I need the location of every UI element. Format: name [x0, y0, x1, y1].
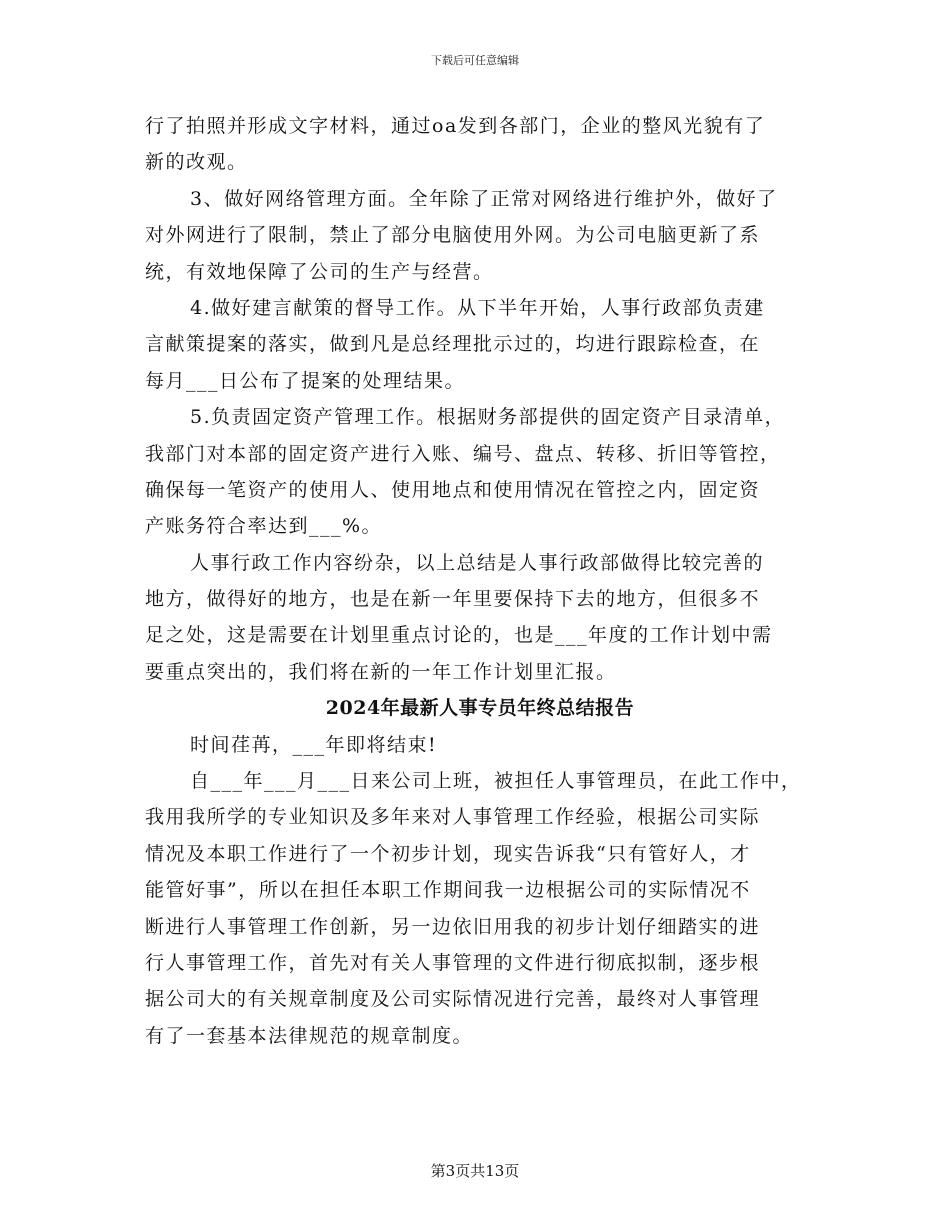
body-line: 对外网进行了限制，禁止了部分电脑使用外网。为公司电脑更新了系 [145, 224, 761, 247]
paragraph-start: 人事行政工作内容纷杂，以上总结是人事行政部做得比较完善的 [190, 551, 765, 574]
body-line: 地方，做得好的地方，也是在新一年里要保持下去的地方，但很多不 [145, 588, 761, 611]
body-line: 断进行人事管理工作创新，另一边依旧用我的初步计划仔细踏实的进 [145, 915, 761, 938]
page-number-footer: 第3页共13页 [430, 1162, 520, 1180]
body-line: 据公司大的有关规章制度及公司实际情况进行完善，最终对人事管理 [145, 988, 761, 1011]
body-line: 我用我所学的专业知识及多年来对人事管理工作经验，根据公司实际 [145, 806, 761, 829]
body-line: 统，有效地保障了公司的生产与经营。 [145, 260, 494, 283]
paragraph-start: 时间荏苒，___年即将结束! [190, 733, 438, 756]
section-title: 2024年最新人事专员年终总结报告 [325, 697, 635, 720]
body-line: 有了一套基本法律规范的规章制度。 [145, 1024, 474, 1047]
body-line: 情况及本职工作进行了一个初步计划，现实告诉我“只有管好人，才 [145, 842, 751, 865]
body-line: 我部门对本部的固定资产进行入账、编号、盘点、转移、折旧等管控， [145, 442, 781, 465]
body-line: 要重点突出的，我们将在新的一年工作计划里汇报。 [145, 660, 617, 683]
body-line: 新的改观。 [145, 151, 248, 174]
body-line: 产账务符合率达到___%。 [145, 515, 383, 538]
paragraph-start: 3、做好网络管理方面。全年除了正常对网络进行维护外，做好了 [190, 187, 778, 210]
paragraph-start: 4.做好建言献策的督导工作。从下半年开始，人事行政部负责建 [190, 296, 765, 319]
body-line: 足之处，这是需要在计划里重点讨论的，也是___年度的工作计划中需 [145, 624, 773, 647]
body-line: 确保每一笔资产的使用人、使用地点和使用情况在管控之内，固定资 [145, 478, 761, 501]
page-header: 下载后可任意编辑 [431, 54, 519, 67]
body-line: 能管好事”，所以在担任本职工作期间我一边根据公司的实际情况不 [145, 879, 751, 902]
body-line: 行人事管理工作，首先对有关人事管理的文件进行彻底拟制，逐步根 [145, 951, 761, 974]
paragraph-start: 自___年___月___日来公司上班，被担任人事管理员，在此工作中， [190, 770, 802, 793]
document-body [145, 108, 805, 1054]
body-line: 每月___日公布了提案的处理结果。 [145, 369, 466, 392]
body-line: 行了拍照并形成文字材料，通过oa发到各部门，企业的整风光貌有了 [145, 115, 766, 137]
body-line: 言献策提案的落实，做到凡是总经理批示过的，均进行跟踪检查，在 [145, 333, 761, 356]
paragraph-start: 5.负责固定资产管理工作。根据财务部提供的固定资产目录清单， [190, 406, 786, 429]
